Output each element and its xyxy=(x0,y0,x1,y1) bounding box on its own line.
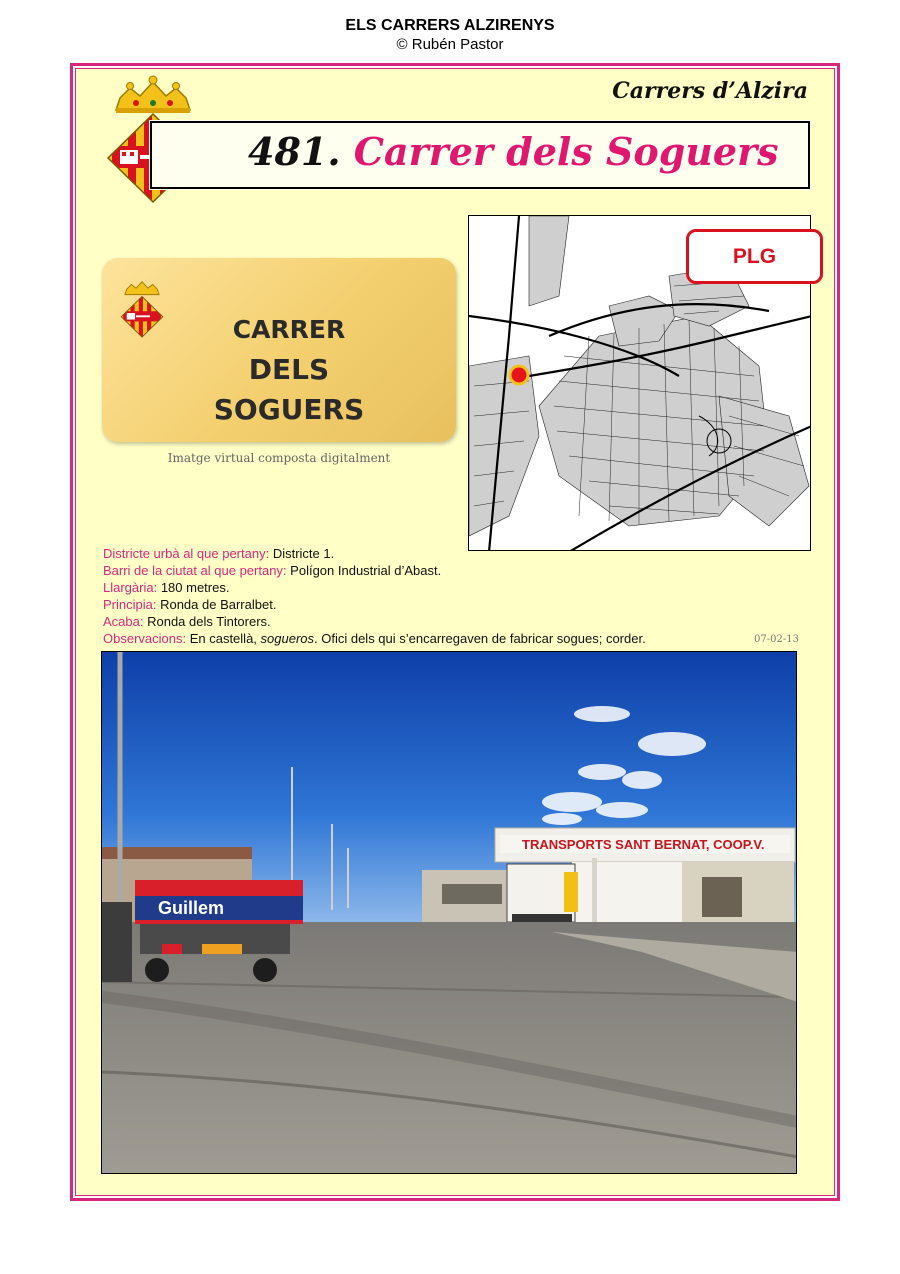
company-sign-text: TRANSPORTS SANT BERNAT, COOP.V. xyxy=(522,837,765,852)
collection-title: ELS CARRERS ALZIRENYS xyxy=(345,17,555,34)
info-row-district: Districte urbà al que pertany: Districte 1. xyxy=(103,546,335,561)
sign-text xyxy=(162,310,416,430)
street-number: 481. xyxy=(248,129,341,174)
card-date: 07-02-13 xyxy=(754,634,799,645)
street-photo xyxy=(101,651,797,1174)
copyright: © Rubén Pastor xyxy=(396,36,504,53)
street-name: Carrer dels Soguers xyxy=(353,129,779,174)
info-row-observations: Observacions: En castellà, sogueros. Ofici dels qui s’encarregaven de fabricar sogues; corder. xyxy=(103,631,646,646)
street-sign-plaque xyxy=(102,258,456,442)
info-row-start: Principia: Ronda de Barralbet. xyxy=(103,597,277,612)
sign-line-2: DELS xyxy=(248,353,330,386)
truck-brand-text: Guillem xyxy=(158,898,225,918)
location-marker-icon xyxy=(510,366,528,384)
street-info xyxy=(103,545,646,647)
series-brand: Carrers d’Alzira xyxy=(612,78,808,104)
alzira-coat-of-arms-icon xyxy=(118,278,166,338)
district-badge: PLG xyxy=(686,229,823,284)
info-row-end: Acaba: Ronda dels Tintorers. xyxy=(103,614,271,629)
street-title xyxy=(248,129,779,174)
street-photo-drawing xyxy=(102,652,797,1174)
info-row-neighbourhood: Barri de la ciutat al que pertany: Polígon Industrial d’Abast. xyxy=(103,563,442,578)
info-row-length: Llargària: 180 metres. xyxy=(103,580,230,595)
title-box xyxy=(150,121,810,189)
sign-caption: Imatge virtual composta digitalment xyxy=(167,451,391,465)
page-header xyxy=(0,16,900,54)
sign-line-1: CARRER xyxy=(232,315,346,344)
sign-line-3: SOGUERS xyxy=(213,393,365,426)
